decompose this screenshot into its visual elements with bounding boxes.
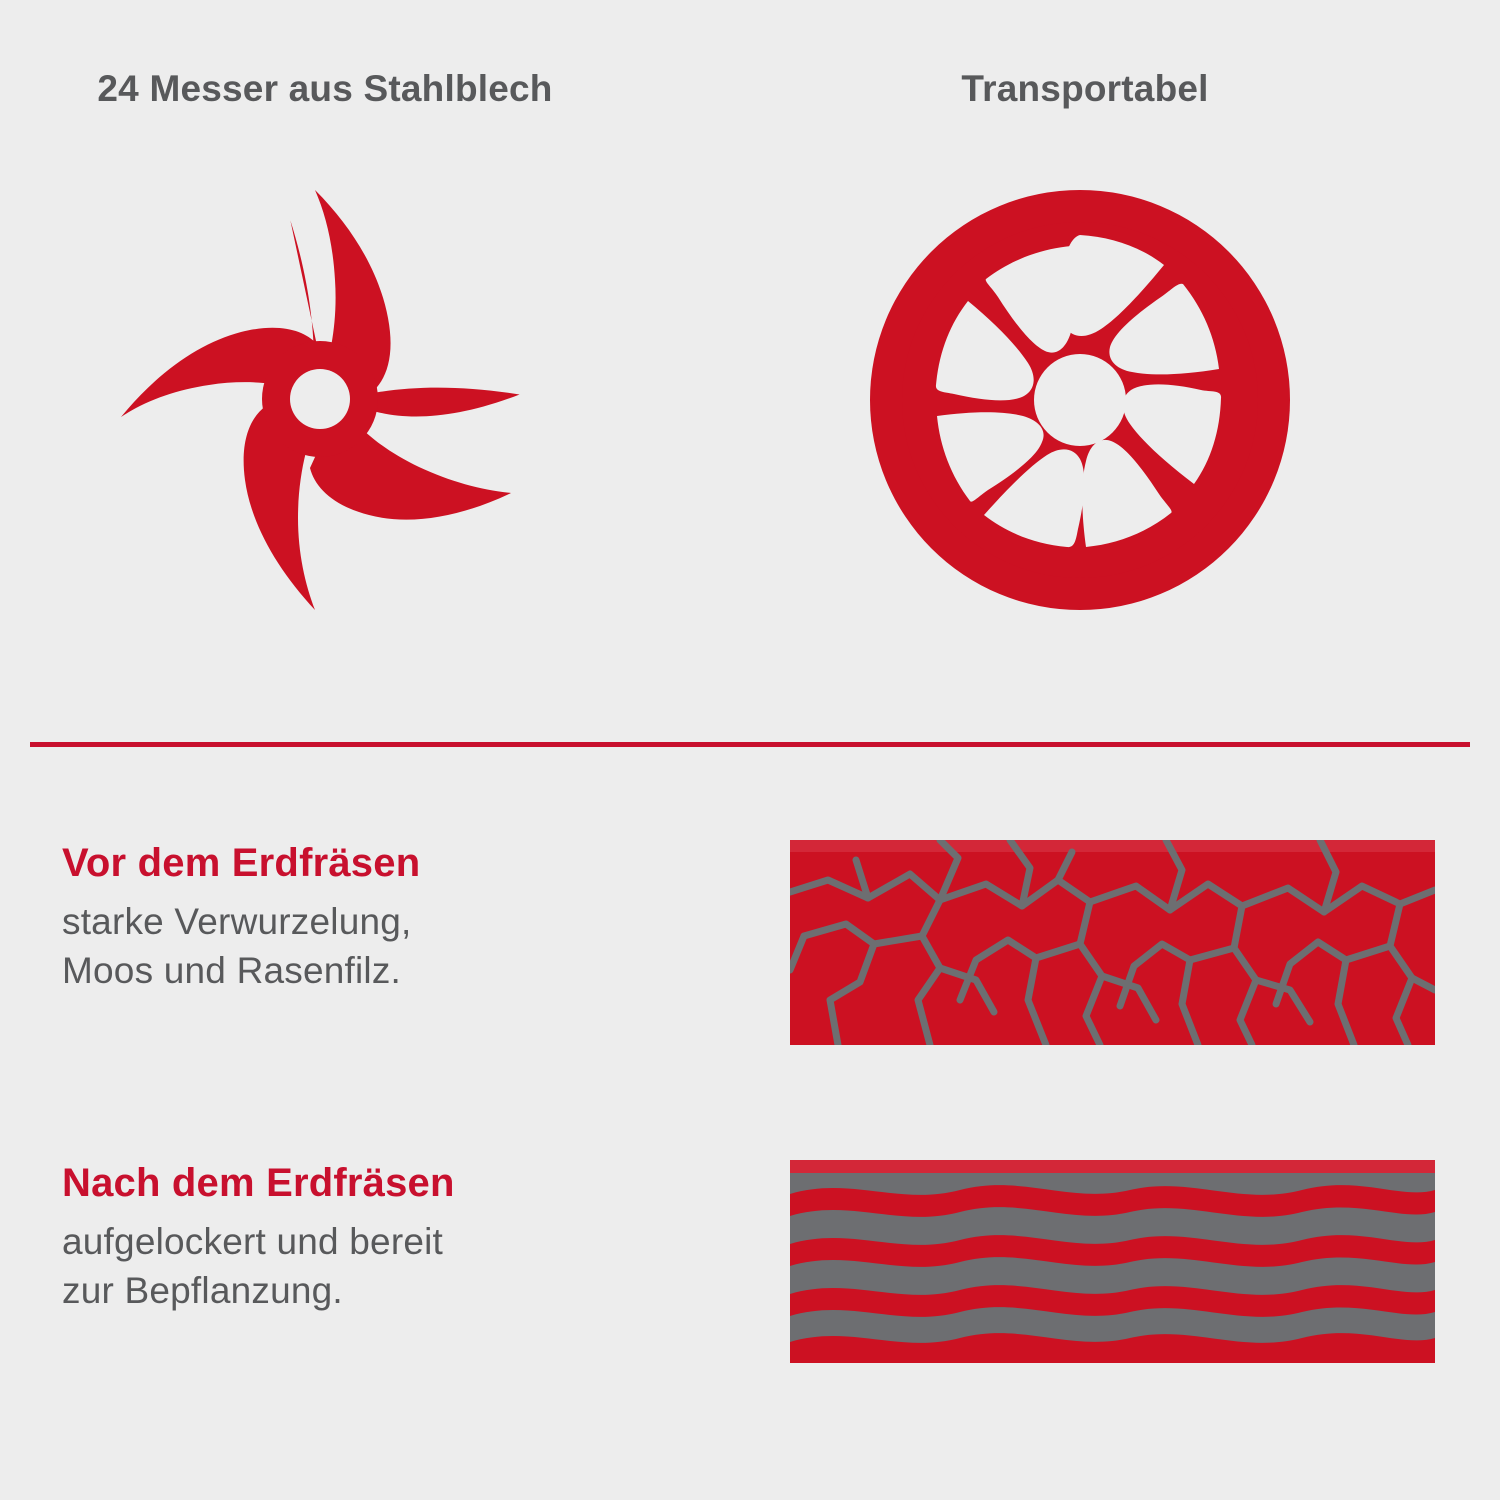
after-body-line2: zur Bepflanzung. <box>62 1269 343 1311</box>
after-body <box>62 1218 790 1316</box>
before-body-line1: starke Verwurzelung, <box>62 901 412 942</box>
feature-title-blades: 24 Messer aus Stahlblech <box>97 68 553 109</box>
before-text-column <box>0 840 790 1045</box>
before-body-line2: Moos und Rasenfilz. <box>62 949 402 991</box>
cracked-soil-swatch <box>790 840 1500 1045</box>
feature-icons <box>0 185 1500 620</box>
feature-icon-cell-blades <box>0 185 750 620</box>
after-title: Nach dem Erdfräsen <box>62 1161 455 1205</box>
after-text-column <box>0 1160 790 1363</box>
features-section <box>0 0 1500 745</box>
feature-title-transport: Transportabel <box>961 68 1209 109</box>
after-body-line1: aufgelockert und bereit <box>62 1221 444 1262</box>
before-image-column <box>790 840 1500 1045</box>
before-body <box>62 898 790 996</box>
feature-headings <box>0 68 1500 110</box>
tiller-blade-icon <box>188 185 563 620</box>
tilled-soil-swatch <box>790 1160 1500 1363</box>
transport-wheel-icon <box>955 185 1295 620</box>
after-block <box>0 1160 1500 1363</box>
before-title: Vor dem Erdfräsen <box>62 841 421 885</box>
after-image-column <box>790 1160 1500 1363</box>
before-block <box>0 840 1500 1045</box>
feature-icon-cell-transport <box>750 185 1500 620</box>
section-divider <box>30 742 1470 747</box>
